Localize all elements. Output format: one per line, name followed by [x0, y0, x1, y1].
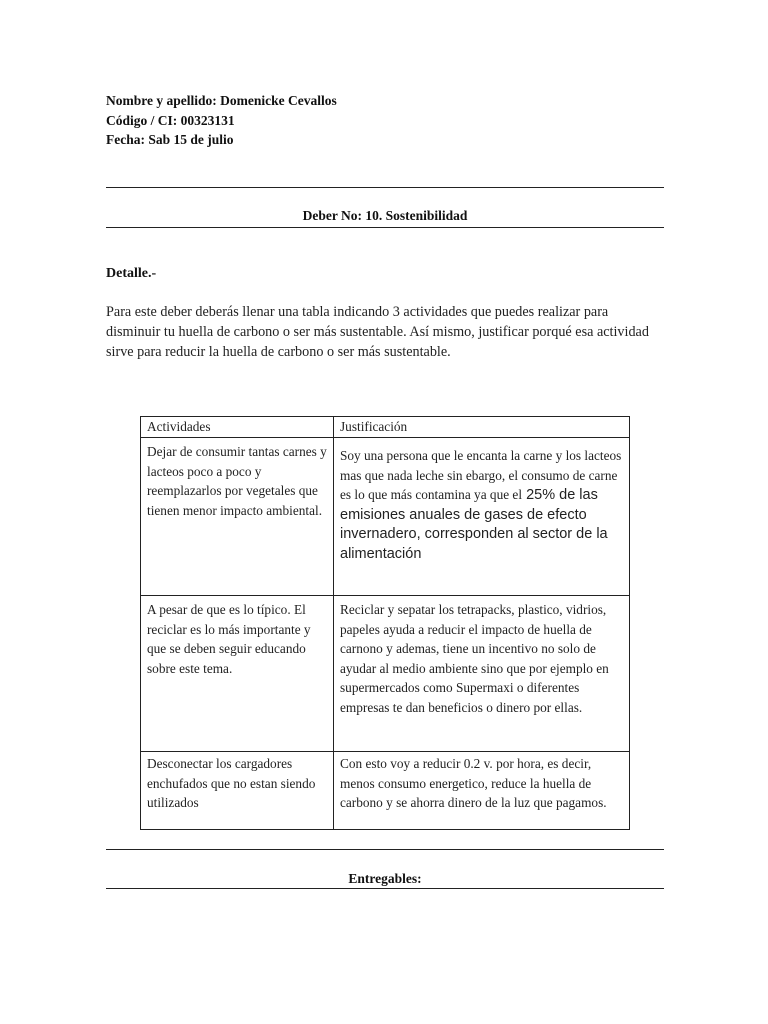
student-name-line: Nombre y apellido: Domenicke Cevallos — [106, 93, 337, 108]
activity-cell — [141, 438, 334, 596]
table-row — [141, 596, 630, 752]
justification-text-sans: 25% de las emisiones anuales de gases de efecto invernadero, corresponden al sector de la alimentación — [340, 487, 608, 562]
justification-cell — [334, 438, 630, 596]
table-header-row — [141, 417, 630, 438]
activity-text: A pesar de que es lo típico. El reciclar es lo más importante y que se deben seguir educando sobre este tema. — [147, 602, 311, 676]
activity-cell — [141, 596, 334, 752]
activity-cell — [141, 752, 334, 830]
justification-text: Con esto voy a reducir 0.2 v. por hora, es decir, menos consumo energetico, reduce la huella de carbono y se ahorra dinero de la luz que pagamos. — [340, 756, 607, 810]
justification-cell — [334, 752, 630, 830]
justification-cell — [334, 596, 630, 752]
deliverables-heading: Entregables: — [348, 871, 422, 886]
detail-paragraph: Para este deber deberás llenar una tabla indicando 3 actividades que puedes realizar para disminuir tu huella de carbono o ser más sustentable. Así mismo, justificar porqué esa actividad sirve para reducir la huella de carbono o ser más sustentable. — [106, 304, 649, 360]
justification-text: Soy una persona que le encanta la carne y los lacteos mas que nada leche sin ebargo, el consumo de carne es lo que más contamina ya que el — [340, 448, 622, 502]
student-code-line: Código / CI: 00323131 — [106, 113, 235, 128]
justification-text: Reciclar y sepatar los tetrapacks, plastico, vidrios, papeles ayuda a reducir el impacto de huella de carnono y ademas, tiene un incentivo no solo de ayudar al medio ambiente sino que por ejemplo en supermercados como Supermaxi o diferentes empresas te dan beneficios o dinero por ellas. — [340, 602, 609, 715]
activities-table — [140, 416, 630, 830]
table-row — [141, 752, 630, 830]
top-divider — [106, 187, 664, 188]
date-line: Fecha: Sab 15 de julio — [106, 132, 234, 147]
header-justification: Justificación — [334, 417, 630, 438]
title-divider — [106, 227, 664, 228]
deliverables-bottom-divider — [106, 888, 664, 889]
activity-text: Desconectar los cargadores enchufados que no estan siendo utilizados — [147, 756, 316, 810]
table-row — [141, 438, 630, 596]
header-activities: Actividades — [141, 417, 334, 438]
activity-text: Dejar de consumir tantas carnes y lacteos poco a poco y reemplazarlos por vegetales que tienen menor impacto ambiental. — [147, 444, 327, 518]
detail-heading: Detalle.- — [106, 266, 157, 281]
assignment-title: Deber No: 10. Sostenibilidad — [302, 208, 468, 223]
deliverables-top-divider — [106, 849, 664, 850]
